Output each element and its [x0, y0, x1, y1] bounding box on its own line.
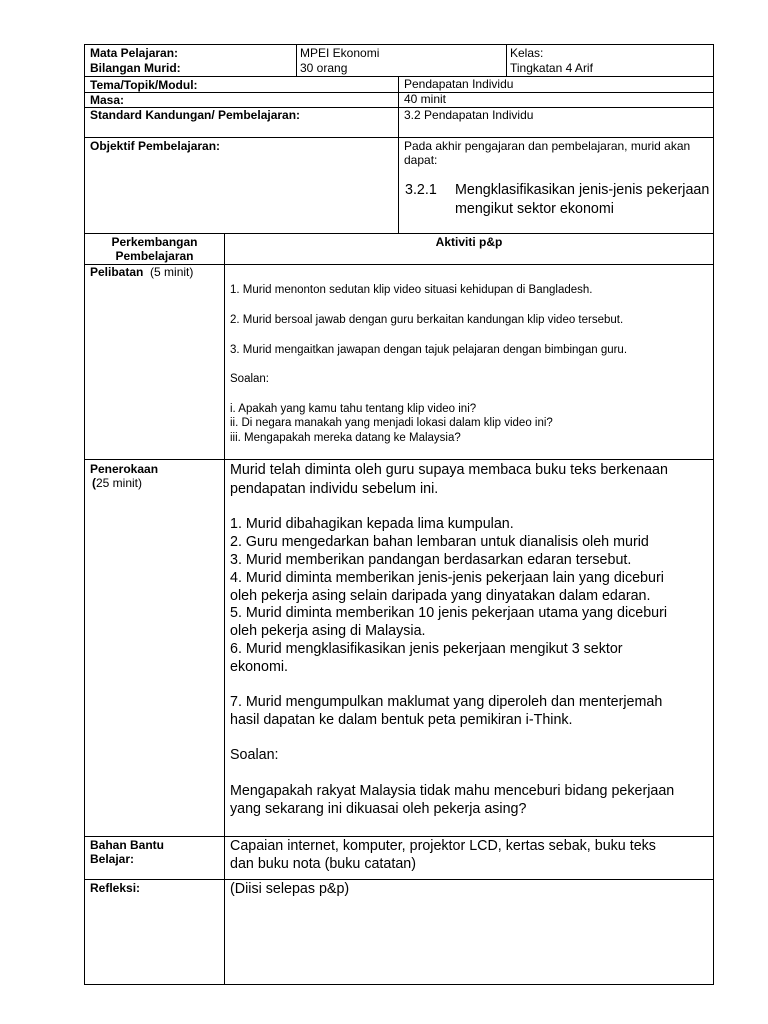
penerokaan-line-6: 5. Murid diminta memberikan 10 jenis pekerjaan utama yang diceburi [230, 605, 668, 621]
penerokaan-duration-paren: ( [92, 476, 96, 490]
subject-label: Mata Pelajaran: [90, 46, 179, 60]
penerokaan-question-line2: yang sekarang ini dikuasai oleh pekerja asing? [230, 801, 527, 817]
penerokaan-line-8: 6. Murid mengklasifikasikan jenis pekerjaan mengikut 3 sektor [230, 641, 623, 657]
bahan-label-line2: Belajar: [90, 852, 135, 866]
pelibatan-title: Pelibatan [90, 265, 144, 279]
refleksi-text: (Diisi selepas p&p) [230, 881, 350, 897]
pelibatan-question-2: ii. Di negara manakah yang menjadi lokasi dalam klip video ini? [230, 417, 553, 429]
pelibatan-question-label: Soalan: [230, 373, 270, 385]
row-line-columns [84, 233, 714, 234]
bahan-text-line1: Capaian internet, komputer, projektor LCD, kertas sebak, buku teks [230, 838, 656, 854]
border-top [84, 44, 714, 45]
row-line-penerokaan [84, 459, 714, 460]
col-line-header-values [398, 76, 399, 234]
penerokaan-intro-line2: pendapatan individu sebelum ini. [230, 481, 439, 497]
objective-text-line2: mengikut sektor ekonomi [455, 201, 614, 217]
subject-value: MPEI Ekonomi [300, 46, 380, 60]
col-line-activity [224, 233, 225, 985]
students-value: 30 orang [300, 61, 348, 75]
pelibatan-item-2: 2. Murid bersoal jawab dengan guru berkaitan kandungan klip video tersebut. [230, 314, 624, 326]
pelibatan-label [90, 265, 193, 279]
pelibatan-duration: (5 minit) [150, 265, 194, 279]
penerokaan-line-9: ekonomi. [230, 659, 289, 675]
row-line-time [84, 92, 714, 93]
border-right [713, 44, 714, 985]
penerokaan-item7-line2: hasil dapatan ke dalam bentuk peta pemikiran i-Think. [230, 712, 573, 728]
penerokaan-question-label: Soalan: [230, 747, 279, 763]
row-line-theme [84, 76, 714, 77]
objective-intro-line1: Pada akhir pengajaran dan pembelajaran, murid akan [404, 139, 691, 153]
penerokaan-duration-row [92, 476, 142, 490]
standard-label: Standard Kandungan/ Pembelajaran: [90, 108, 301, 122]
time-value: 40 minit [404, 92, 447, 106]
row-line-refleksi [84, 879, 714, 880]
col-line-subject [296, 44, 297, 77]
class-value: Tingkatan 4 Arif [510, 61, 593, 75]
pelibatan-question-3: iii. Mengapakah mereka datang ke Malaysia? [230, 432, 461, 444]
column-header-development-line2: Pembelajaran [115, 249, 194, 263]
penerokaan-line-2: 2. Guru mengedarkan bahan lembaran untuk dianalisis oleh murid [230, 534, 649, 550]
time-label: Masa: [90, 93, 125, 107]
bahan-label-line1: Bahan Bantu [90, 838, 165, 852]
penerokaan-question-line1: Mengapakah rakyat Malaysia tidak mahu menceburi bidang pekerjaan [230, 783, 675, 799]
penerokaan-line-7: oleh pekerja asing di Malaysia. [230, 623, 426, 639]
class-label: Kelas: [510, 46, 544, 60]
students-label: Bilangan Murid: [90, 61, 181, 75]
column-header-activity: Aktiviti p&p [435, 235, 503, 249]
bahan-text-line2: dan buku nota (buku catatan) [230, 856, 416, 872]
pelibatan-item-1: 1. Murid menonton sedutan klip video situasi kehidupan di Bangladesh. [230, 284, 593, 296]
border-bottom [84, 984, 714, 985]
penerokaan-item7-line1: 7. Murid mengumpulkan maklumat yang diperoleh dan menterjemah [230, 694, 663, 710]
refleksi-label: Refleksi: [90, 881, 141, 895]
objective-intro-line2: dapat: [404, 153, 438, 167]
penerokaan-line-5: oleh pekerja asing selain daripada yang dinyatakan dalam edaran. [230, 588, 651, 604]
pelibatan-item-3: 3. Murid mengaitkan jawapan dengan tajuk pelajaran dengan bimbingan guru. [230, 344, 628, 356]
penerokaan-line-4: 4. Murid diminta memberikan jenis-jenis pekerjaan lain yang diceburi [230, 570, 664, 586]
theme-value: Pendapatan Individu [404, 77, 514, 91]
standard-value: 3.2 Pendapatan Individu [404, 108, 534, 122]
objective-text-line1: Mengklasifikasikan jenis-jenis pekerjaan [455, 182, 710, 198]
objective-label: Objektif Pembelajaran: [90, 139, 221, 153]
border-left [84, 44, 85, 985]
col-line-class [506, 44, 507, 77]
penerokaan-duration: 25 minit) [96, 476, 143, 490]
pelibatan-question-1: i. Apakah yang kamu tahu tentang klip video ini? [230, 403, 477, 415]
penerokaan-intro-line1: Murid telah diminta oleh guru supaya membaca buku teks berkenaan [230, 462, 668, 478]
objective-code: 3.2.1 [405, 182, 437, 198]
theme-label: Tema/Topik/Modul: [90, 78, 198, 92]
penerokaan-line-1: 1. Murid dibahagikan kepada lima kumpulan. [230, 516, 514, 532]
penerokaan-label: Penerokaan [90, 462, 159, 476]
row-line-objective [84, 137, 714, 138]
penerokaan-line-3: 3. Murid memberikan pandangan berdasarkan edaran tersebut. [230, 552, 632, 568]
column-header-development-line1: Perkembangan [111, 235, 198, 249]
